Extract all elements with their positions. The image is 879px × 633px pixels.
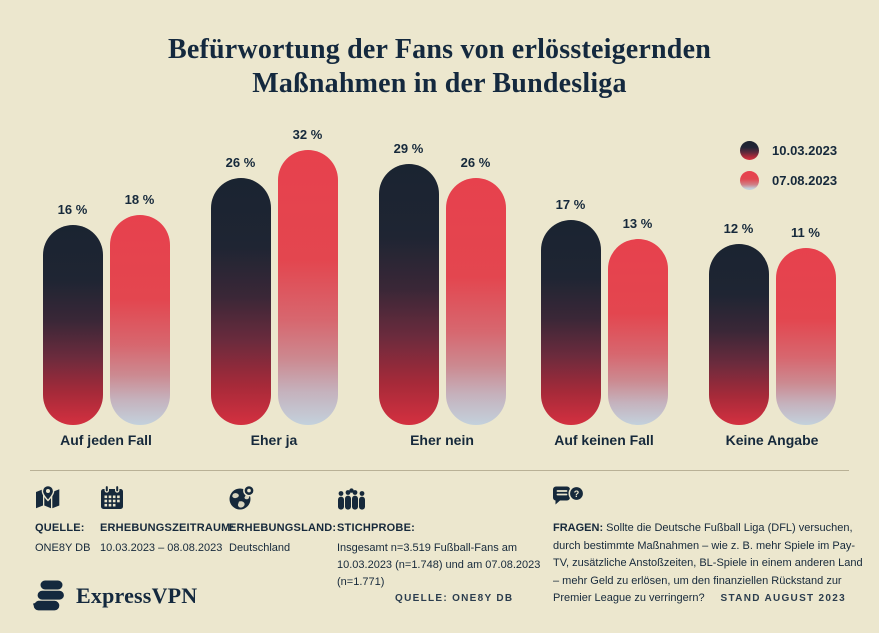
- page-title: Befürwortung der Fans von erlössteigernden Maßnahmen in der Bundesliga: [168, 34, 711, 100]
- bar-value-label: 13 %: [622, 216, 653, 231]
- divider-line: [30, 470, 849, 471]
- brand-wordmark: ExpressVPN: [76, 582, 198, 608]
- legend-label: 07.08.2023: [772, 173, 838, 188]
- bar-column: [43, 202, 103, 425]
- bar-group-auf-keinen-fall: [536, 0, 672, 460]
- category-label: Auf keinen Fall: [554, 432, 654, 448]
- bottom-source: QUELLE: ONE8Y DB: [395, 593, 514, 604]
- footer-source-label: QUELLE:: [35, 522, 85, 534]
- footer-period: [100, 484, 250, 557]
- bars-row: [374, 141, 510, 425]
- bar-auf-keinen-fall-10-03-2023: [541, 220, 601, 425]
- bars-row: [704, 221, 840, 425]
- bar-column: [446, 155, 506, 425]
- bar-value-label: 18 %: [124, 192, 155, 207]
- map-pin-icon: [35, 484, 110, 510]
- bar-column: [541, 197, 601, 425]
- brand-logo: [33, 580, 197, 611]
- bars-row: [206, 127, 342, 425]
- footer-sample-label: STICHPROBE:: [337, 522, 415, 534]
- bar-value-label: 12 %: [723, 221, 754, 236]
- bar-group-eher-nein: [374, 0, 510, 460]
- footer-period-value: 10.03.2023 – 08.08.2023: [100, 542, 223, 555]
- legend-label: 10.03.2023: [772, 143, 838, 158]
- bar-keine-angabe-10-03-2023: [709, 244, 769, 425]
- expressvpn-burger-icon: [33, 580, 67, 611]
- bar-value-label: 11 %: [791, 225, 820, 240]
- bar-auf-jeden-fall-10-03-2023: [43, 225, 103, 425]
- bar-column: [608, 216, 668, 425]
- bar-keine-angabe-07-08-2023: [776, 248, 836, 425]
- bar-value-label: 26 %: [460, 155, 491, 170]
- bar-column: [110, 192, 170, 425]
- footer-country-value: Deutschland: [229, 542, 291, 555]
- footer-sample-value: Insgesamt n=3.519 Fußball-Fans am 10.03.2023 (n=1.748) und am 07.08.2023 (n=1.771): [337, 542, 541, 589]
- bar-value-label: 26 %: [225, 155, 256, 170]
- category-label: Auf jeden Fall: [60, 432, 152, 448]
- category-label: Eher ja: [250, 432, 298, 448]
- footer-question: [553, 484, 865, 608]
- bar-column: [709, 221, 769, 425]
- bar-eher-ja-10-03-2023: [211, 178, 271, 425]
- category-label: Keine Angabe: [725, 432, 819, 448]
- bar-group-eher-ja: [206, 0, 342, 460]
- footer-country: [229, 484, 337, 557]
- bar-column: [278, 127, 338, 425]
- bar-value-label: 29 %: [393, 141, 424, 156]
- category-label: Eher nein: [410, 432, 474, 448]
- bar-column: [776, 225, 836, 425]
- bar-column: [379, 141, 439, 425]
- bottom-stand: STAND AUGUST 2023: [720, 593, 846, 604]
- footer-country-label: ERHEBUNGSLAND:: [229, 522, 337, 534]
- bar-value-label: 32 %: [292, 127, 323, 142]
- bar-auf-keinen-fall-07-08-2023: [608, 239, 668, 425]
- bar-value-label: 17 %: [555, 197, 586, 212]
- footer-sample: [337, 484, 545, 591]
- bar-value-label: 16 %: [57, 202, 88, 217]
- bar-group-auf-jeden-fall: [38, 0, 174, 460]
- bar-auf-jeden-fall-07-08-2023: [110, 215, 170, 425]
- people-group-icon: [337, 484, 545, 510]
- calendar-icon: [100, 484, 250, 510]
- bar-group-keine-angabe: [704, 0, 840, 460]
- bars-row: [38, 192, 174, 425]
- bar-eher-nein-07-08-2023: [446, 178, 506, 425]
- bar-eher-nein-10-03-2023: [379, 164, 439, 425]
- speech-bubbles-icon: [553, 484, 865, 510]
- bar-column: [211, 155, 271, 425]
- footer-source: [35, 484, 110, 557]
- svg-text:?: ?: [573, 489, 580, 499]
- footer-period-label: ERHEBUNGSZEITRAUM:: [100, 522, 235, 534]
- footer-source-value: ONE8Y DB: [35, 542, 91, 555]
- globe-pin-icon: [229, 484, 334, 510]
- footer-question-label: FRAGEN:: [553, 522, 604, 534]
- footer-question-value: Sollte die Deutsche Fußball Liga (DFL) versuchen, durch bestimmte Maßnahmen – wie z. B. mehr Spiele im Pay-TV, zusätzliche Anstoßzeiten, BL-Spiele in einem anderen Land – mehr Geld zu erlösen, um den finanziellen Rückstand zur Premier League zu verringern?: [553, 522, 863, 605]
- bar-eher-ja-07-08-2023: [278, 150, 338, 425]
- bars-row: [536, 197, 672, 425]
